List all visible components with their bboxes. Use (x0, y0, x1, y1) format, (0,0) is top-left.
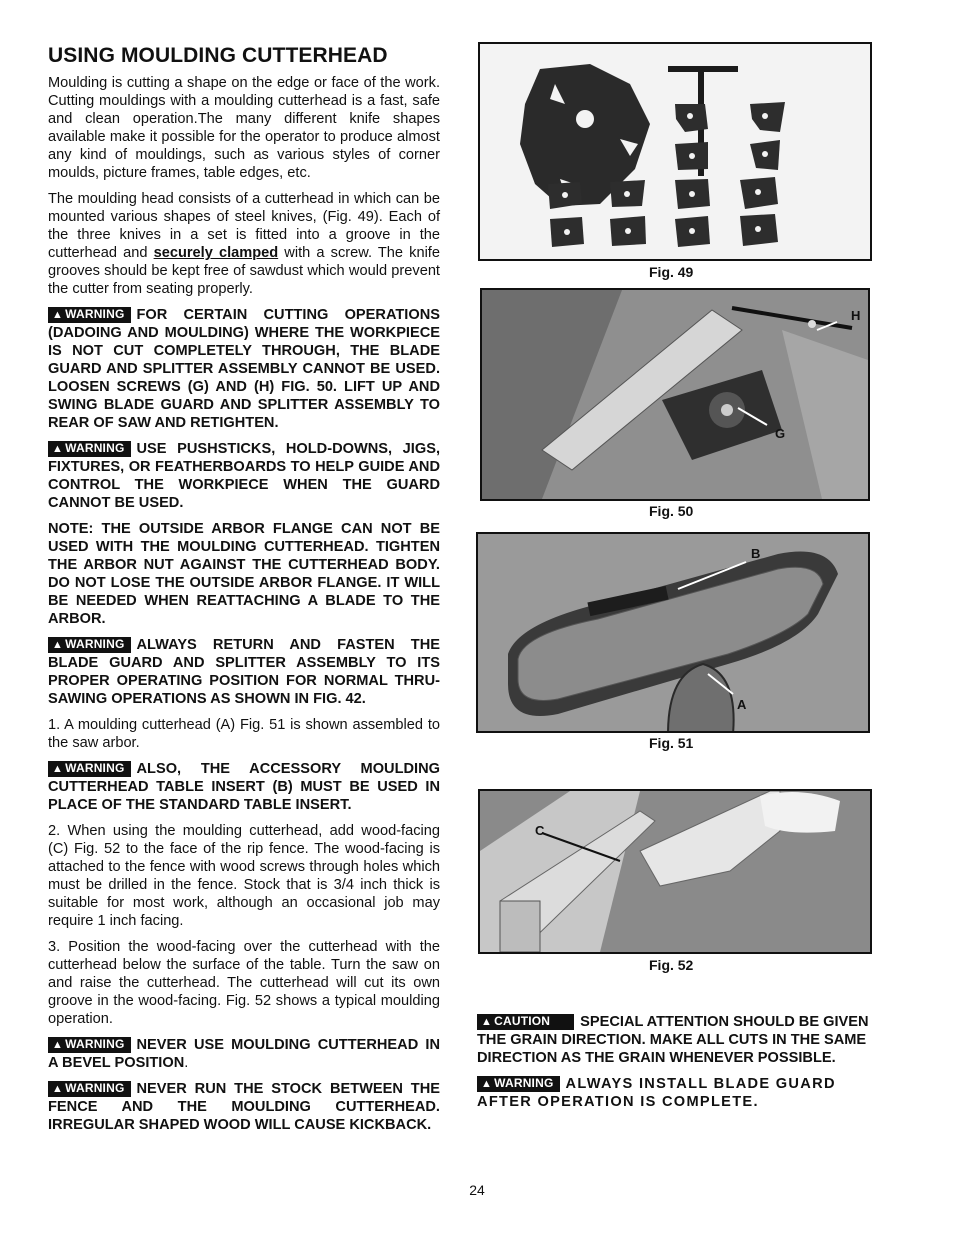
figure-52-image (478, 789, 872, 954)
left-column (48, 44, 440, 1142)
right-column-notes (477, 1013, 873, 1119)
moulding-operation-photo-illustration (480, 791, 870, 952)
warning-table-insert-text: ALSO, THE ACCESSORY MOULDING CUTTERHEAD TABLE INSERT (B) MUST BE USED IN PLACE OF THE STANDARD TABLE INSERT. (48, 761, 440, 813)
warning-bevel-text: NEVER USE MOULDING CUTTERHEAD IN A BEVEL POSITION (48, 1037, 440, 1071)
label-a: A (737, 697, 747, 712)
warning-badge (48, 761, 131, 777)
figure-52-caption: Fig. 52 (649, 957, 694, 973)
label-g: G (775, 426, 786, 441)
label-c: C (535, 823, 545, 838)
step-1: 1. A moulding cutterhead (A) Fig. 51 is shown assembled to the saw arbor. (48, 717, 440, 751)
securely-clamped-text: securely clamped (153, 245, 279, 261)
warning-badge-label: WARNING (65, 761, 125, 775)
warning-kickback-text: NEVER RUN THE STOCK BETWEEN THE FENCE AND THE MOULDING CUTTERHEAD. IRREGULAR SHAPED WOOD WILL CAUSE KICKBACK. (48, 1081, 440, 1133)
warning-kickback (48, 1080, 440, 1134)
warning-install-guard-text: ALWAYS INSTALL BLADE GUARD AFTER OPERATION IS COMPLETE. (477, 1076, 836, 1110)
warning-badge-label: WARNING (65, 1037, 125, 1051)
warning-pushsticks (48, 440, 440, 512)
warning-badge (48, 1081, 131, 1097)
warning-table-insert (48, 760, 440, 814)
figure-51-image (476, 532, 870, 733)
warning-bevel (48, 1036, 440, 1072)
page-title: USING MOULDING CUTTERHEAD (48, 44, 388, 67)
warning-install-guard (477, 1075, 873, 1111)
warning-return-guard (48, 636, 440, 708)
arbor-flange-note: NOTE: THE OUTSIDE ARBOR FLANGE CAN NOT BE USED WITH THE MOULDING CUTTERHEAD. TIGHTEN THE ARBOR NUT AGAINST THE CUTTERHEAD BODY. DO NOT LOSE THE OUTSIDE ARBOR FLANGE. IT WILL BE NEEDED WHEN REATTACHING A BLADE TO THE ARBOR. (48, 521, 440, 627)
figure-50-image (480, 288, 870, 501)
warning-badge (48, 441, 131, 457)
figure-49-caption: Fig. 49 (649, 264, 694, 280)
cutterhead-knives-illustration (480, 44, 870, 259)
warning-badge-label: WARNING (65, 307, 125, 321)
intro-paragraph: Moulding is cutting a shape on the edge or face of the work. Cutting mouldings with a moulding cutterhead is a fast, safe and clean operation.The many different knife shapes available make it possible for the operator to produce almost any kind of mouldings, such as various styles of corner moulds, picture frames, table edges, etc. (48, 75, 440, 181)
warning-bevel-period: . (184, 1055, 189, 1071)
caution-grain-direction-text: SPECIAL ATTENTION SHOULD BE GIVEN THE GRAIN DIRECTION. MAKE ALL CUTS IN THE SAME DIRECTION AS THE GRAIN WHENEVER POSSIBLE. (477, 1014, 869, 1066)
warning-badge (48, 637, 131, 653)
table-insert-photo-illustration (478, 534, 868, 731)
caution-badge (477, 1014, 574, 1030)
blade-guard-photo-illustration (482, 290, 868, 499)
moulding-head-text-a: The moulding head consists of a cutterhead in which can be mounted various shapes of steel knives, (Fig. 49). Each of the three knives in a set is fitted into a groove in the cutterhead and (48, 191, 440, 261)
warning-triangle-icon: ▲ (52, 443, 64, 455)
warning-triangle-icon: ▲ (52, 1083, 64, 1095)
warning-badge-label: WARNING (494, 1076, 554, 1090)
label-b: B (751, 546, 761, 561)
warning-triangle-icon: ▲ (52, 1039, 64, 1051)
caution-badge-label: CAUTION (494, 1014, 551, 1028)
caution-triangle-icon: ▲ (481, 1016, 493, 1028)
warning-triangle-icon: ▲ (52, 309, 64, 321)
warning-badge (477, 1076, 560, 1092)
warning-pushsticks-text: USE PUSHSTICKS, HOLD-DOWNS, JIGS, FIXTURES, OR FEATHERBOARDS TO HELP GUIDE AND CONTROL THE WORKPIECE WHEN THE GUARD CANNOT BE USED. (48, 441, 440, 511)
warning-badge-label: WARNING (65, 441, 125, 455)
warning-triangle-icon: ▲ (481, 1078, 493, 1090)
warning-badge (48, 1037, 131, 1053)
moulding-head-text-b: with a screw. The knife grooves should be kept free of sawdust which would prevent the cutter from seating properly. (48, 245, 440, 297)
step-3: 3. Position the wood-facing over the cutterhead with the cutterhead below the surface of the table. Turn the saw on and raise the cutterhead. The cutterhead will cut its own groove in the wood-facing. Fig. 52 shows a typical moulding operation. (48, 939, 440, 1027)
label-h: H (851, 308, 861, 323)
warning-guard-removal-text: FOR CERTAIN CUTTING OPERATIONS (DADOING AND MOULDING) WHERE THE WORKPIECE IS NOT CUT COMPLETELY THROUGH, THE BLADE GUARD AND SPLITTER ASSEMBLY CANNOT BE USED. LOOSEN SCREWS (G) AND (H) FIG. 50. LIFT UP AND SWING BLADE GUARD AND SPLITTER ASSEMBLY TO REAR OF SAW AND RETIGHTEN. (48, 307, 440, 431)
page-number: 24 (469, 1182, 485, 1198)
figure-51-caption: Fig. 51 (649, 735, 694, 751)
warning-guard-removal (48, 306, 440, 432)
figure-49-image (478, 42, 872, 261)
step-2: 2. When using the moulding cutterhead, add wood-facing (C) Fig. 52 to the face of the rip fence. The wood-facing is attached to the fence with wood screws through holes which must be drilled in the fence. Stock that is 3/4 inch thick is suitable for most work, although an occasional job may require 1 inch facing. (48, 823, 440, 929)
warning-badge-label: WARNING (65, 637, 125, 651)
warning-triangle-icon: ▲ (52, 639, 64, 651)
caution-grain-direction (477, 1013, 873, 1067)
figure-50-caption: Fig. 50 (649, 503, 694, 519)
warning-badge-label: WARNING (65, 1081, 125, 1095)
moulding-head-paragraph (48, 190, 440, 298)
warning-return-guard-text: ALWAYS RETURN AND FASTEN THE BLADE GUARD AND SPLITTER ASSEMBLY TO ITS PROPER OPERATING POSITION FOR NORMAL THRU-SAWING OPERATIONS AS SHOWN IN FIG. 42. (48, 637, 440, 707)
warning-triangle-icon: ▲ (52, 763, 64, 775)
warning-badge (48, 307, 131, 323)
